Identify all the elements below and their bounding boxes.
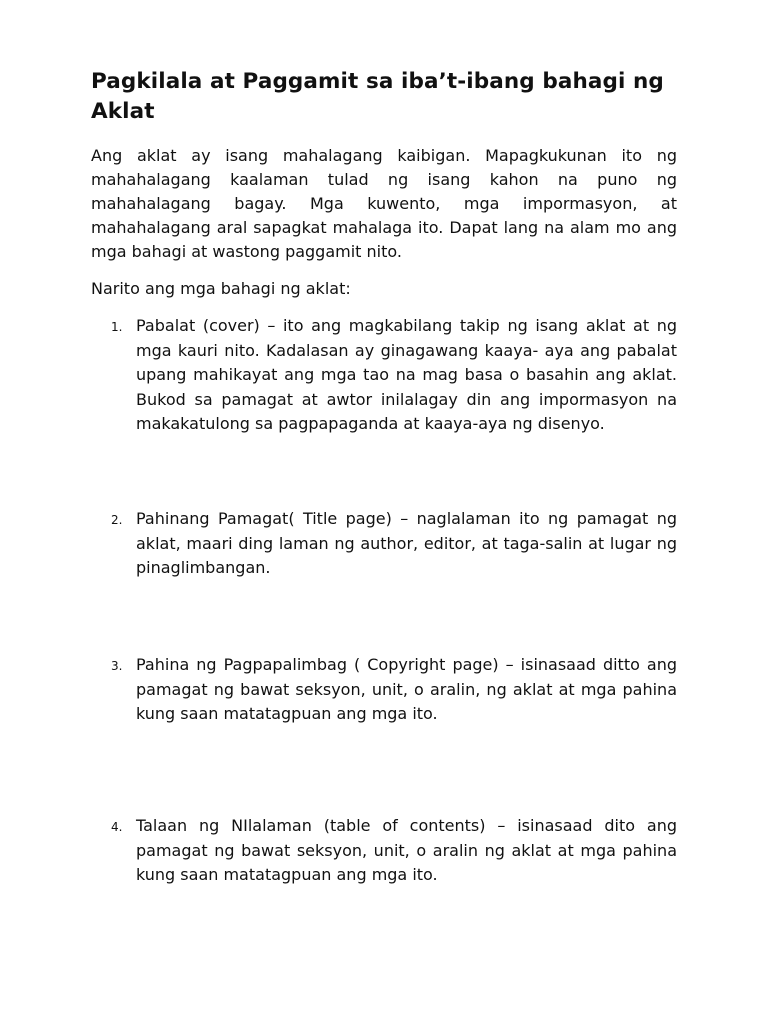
list-item-number: 2. [111,513,123,527]
list-item [91,653,677,727]
list-item [91,507,677,581]
list-item [91,314,677,437]
list-item-number: 3. [111,659,123,673]
document-title: Pagkilala at Paggamit sa iba’t-ibang bahagi ng Aklat [91,69,664,124]
list-item-text: Talaan ng NIlalaman (table of contents) – isinasaad dito ang pamagat ng bawat seksyon, unit, o aralin ng aklat at mga pahina kung saan matatagpuan ang mga ito. [136,816,677,884]
list-item-number: 4. [111,820,123,834]
list-item [91,814,677,888]
list-item-text: Pahina ng Pagpapalimbag ( Copyright page) – isinasaad ditto ang pamagat ng bawat seksyon, unit, o aralin, ng aklat at mga pahina kung saan matatagpuan ang mga ito. [136,655,677,723]
list-lead-text: Narito ang mga bahagi ng aklat: [91,279,351,298]
list-item-text: Pabalat (cover) – ito ang magkabilang takip ng isang aklat at ng mga kauri nito. Kadalasan ay ginagawang kaaya- aya ang pabalat upang mahikayat ang mga tao na mag basa o basahin ang aklat. Bukod sa pamagat at awtor inilalagay din ang impormasyon na makakatulong sa pagpapaganda at kaaya-aya ng disenyo. [136,316,677,433]
list-item-number: 1. [111,320,123,334]
list-item-text: Pahinang Pamagat( Title page) – naglalaman ito ng pamagat ng aklat, maari ding laman ng author, editor, at taga-salin at lugar ng pinaglimbangan. [136,509,677,577]
intro-paragraph: Ang aklat ay isang mahalagang kaibigan. Mapagkukunan ito ng mahahalagang kaalaman tulad ng isang kahon na puno ng mahahalagang bagay. Mga kuwento, mga impormasyon, at mahahalagang aral sapagkat mahalaga ito. Dapat lang na alam mo ang mga bahagi at wastong paggamit nito. [91,146,677,261]
